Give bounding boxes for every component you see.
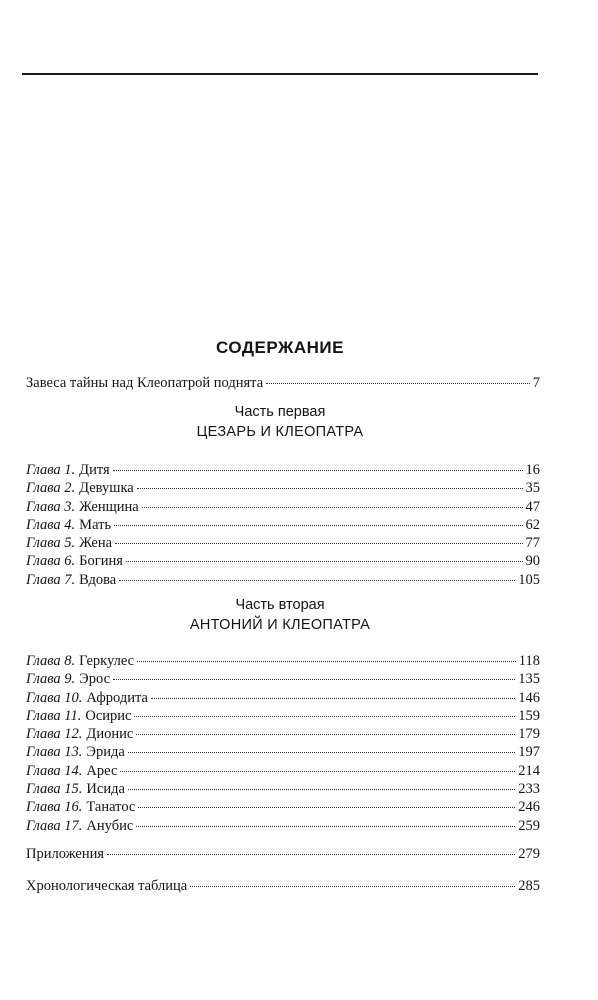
page-number: 179 (518, 726, 540, 743)
chapter-name: Танатос (86, 799, 136, 816)
dot-leader (128, 789, 515, 790)
page-number: 135 (518, 671, 540, 688)
part-one-label: Часть первая (234, 404, 326, 420)
dot-leader (113, 679, 515, 680)
chapter-name: Дитя (79, 462, 110, 478)
dot-leader (142, 507, 523, 508)
chapter-name: Осирис (85, 707, 132, 724)
chapter-entry (26, 725, 540, 743)
entry-label: Хронологическая таблица (26, 878, 188, 894)
chapter-number: Глава 5. (26, 535, 76, 552)
chapter-entry (26, 743, 540, 761)
dot-leader (137, 661, 516, 662)
chapter-entry (26, 780, 540, 798)
page-number: 279 (518, 846, 540, 862)
chapter-number: Глава 15. (26, 781, 83, 798)
toc-line (26, 877, 540, 895)
part-one-chapters (26, 461, 540, 589)
page-number: 197 (518, 744, 540, 761)
chapter-name: Дионис (86, 726, 134, 743)
chapter-number: Глава 2. (26, 480, 76, 497)
page-number: 214 (518, 762, 540, 779)
toc-entry-appendix (26, 845, 540, 863)
chapter-number: Глава 17. (26, 817, 83, 834)
chapter-entry (26, 707, 540, 725)
chapter-name: Исида (86, 781, 125, 798)
dot-leader (134, 716, 515, 717)
dot-leader (266, 383, 530, 384)
part-two-label: Часть вторая (235, 597, 325, 613)
page-number: 77 (525, 535, 540, 552)
page-number: 118 (518, 653, 540, 669)
page-number: 159 (518, 707, 540, 724)
dot-leader (113, 470, 523, 471)
toc-line (26, 845, 540, 863)
page-number: 105 (518, 571, 540, 588)
chapter-number: Глава 12. (26, 726, 83, 743)
part-one-title: ЦЕЗАРЬ И КЛЕОПАТРА (196, 424, 364, 440)
dot-leader (115, 543, 522, 544)
chapter-number: Глава 8. (26, 653, 76, 669)
page-number: 146 (518, 689, 540, 706)
chapter-number: Глава 4. (26, 516, 76, 533)
dot-leader (138, 807, 515, 808)
chapter-name: Мать (79, 516, 112, 533)
chapter-name: Арес (86, 762, 118, 779)
page-number: 47 (525, 498, 540, 515)
dot-leader (136, 826, 515, 827)
dot-leader (128, 752, 515, 753)
chapter-name: Женщина (79, 498, 139, 515)
header-rule (22, 73, 538, 75)
dot-leader (136, 734, 515, 735)
toc-entry-chronology (26, 877, 540, 895)
chapter-name: Жена (79, 535, 113, 552)
toc-line (26, 374, 540, 392)
chapter-number: Глава 3. (26, 498, 76, 515)
entry-label: Завеса тайны над Клеопатрой поднята (26, 375, 264, 391)
page-number: 246 (518, 799, 540, 816)
dot-leader (151, 698, 515, 699)
page-number: 90 (525, 553, 540, 570)
chapter-name: Вдова (79, 571, 117, 588)
chapter-entry (26, 479, 540, 497)
page-number: 233 (518, 781, 540, 798)
dot-leader (190, 886, 515, 887)
chapter-number: Глава 9. (26, 671, 76, 688)
chapter-name: Афродита (86, 689, 148, 706)
chapter-number: Глава 16. (26, 799, 83, 816)
chapter-name: Эрида (86, 744, 125, 761)
chapter-entry (26, 552, 540, 570)
dot-leader (137, 488, 523, 489)
page-number: 35 (525, 480, 540, 497)
entry-label: Приложения (26, 846, 105, 862)
page-number: 16 (525, 462, 540, 478)
chapter-number: Глава 13. (26, 744, 83, 761)
toc-entry-intro (26, 374, 540, 392)
chapter-number: Глава 6. (26, 553, 76, 570)
dot-leader (120, 771, 515, 772)
chapter-number: Глава 10. (26, 689, 83, 706)
page-number: 62 (525, 516, 540, 533)
chapter-name: Богиня (79, 553, 123, 570)
chapter-entry (26, 461, 540, 479)
chapter-entry (26, 817, 540, 835)
chapter-entry (26, 652, 540, 670)
chapter-entry (26, 798, 540, 816)
dot-leader (119, 580, 515, 581)
dot-leader (126, 561, 523, 562)
chapter-number: Глава 7. (26, 571, 76, 588)
chapter-name: Анубис (86, 817, 134, 834)
chapter-name: Девушка (79, 480, 134, 497)
dot-leader (114, 525, 522, 526)
chapter-number: Глава 11. (26, 707, 82, 724)
part-two-title: АНТОНИЙ И КЛЕОПАТРА (189, 617, 371, 633)
toc-title: СОДЕРЖАНИЕ (216, 338, 344, 357)
chapter-name: Геркулес (79, 653, 135, 669)
part-two-chapters (26, 652, 540, 835)
chapter-entry (26, 689, 540, 707)
chapter-number: Глава 1. (26, 462, 76, 478)
chapter-entry (26, 534, 540, 552)
page-number: 259 (518, 817, 540, 834)
chapter-entry (26, 571, 540, 589)
dot-leader (107, 854, 515, 855)
chapter-entry (26, 762, 540, 780)
chapter-entry (26, 498, 540, 516)
chapter-name: Эрос (79, 671, 111, 688)
page-number: 7 (532, 375, 540, 391)
chapter-entry (26, 670, 540, 688)
page-number: 285 (518, 878, 540, 894)
chapter-number: Глава 14. (26, 762, 83, 779)
chapter-entry (26, 516, 540, 534)
